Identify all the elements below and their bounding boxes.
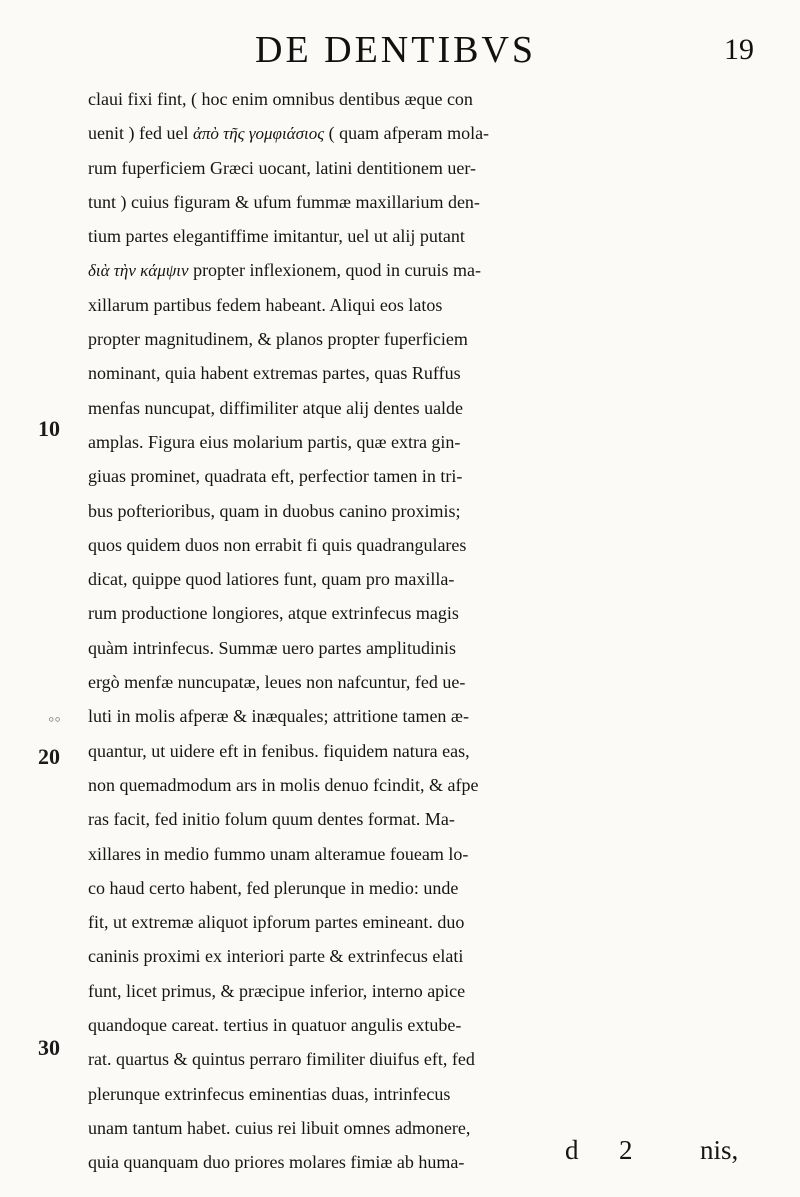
text-line-2 [88, 116, 768, 150]
text-line-15: dicat, quippe quod latiores funt, quam pro maxilla- [88, 569, 455, 590]
body-text [88, 82, 768, 1180]
greek-phrase: διὰ τὴν κάμψιν [88, 261, 189, 281]
text-segment: uenit ) fed uel [88, 123, 193, 144]
text-line-7: xillarum partibus fedem habeant. Aliqui eos latos [88, 294, 443, 315]
text-line-10: menfas nuncupat, diffimiliter atque alij dentes ualde [88, 397, 464, 418]
text-line-1: claui fixi fint, ( hoc enim omnibus dentibus æque con [88, 89, 473, 109]
text-line-30: plerunque extrinfecus eminentias duas, intrinfecus [88, 1083, 451, 1104]
margin-line-number-10: 10 [38, 416, 60, 441]
text-line-17: quàm intrinfecus. Summæ uero partes amplitudinis [88, 637, 456, 658]
text-line-9: nominant, quia habent extremas partes, quas Ruffus [88, 363, 461, 384]
text-line-5: tium partes elegantiffime imitantur, uel ut alij putant [88, 226, 465, 247]
margin-line-number-30: 30 [38, 1035, 60, 1060]
greek-phrase: ἀπὸ τῆς γομφιάσιος [192, 124, 325, 144]
text-line-28: quandoque careat. tertius in quatuor angulis extube- [88, 1015, 462, 1036]
signature-number: 2 [619, 1135, 633, 1165]
text-line-16: rum productione longiores, atque extrinfecus magis [88, 603, 459, 624]
text-line-27: funt, licet primus, & præcipue inferior, interno apice [88, 980, 466, 1001]
running-head: DE DENTIBVS [255, 29, 537, 71]
text-line-14: quos quidem duos non errabit fi quis quadrangulares [88, 534, 467, 555]
text-line-31: unam tantum habet. cuius rei libuit omnes admonere, [88, 1117, 471, 1138]
text-line-13: bus pofterioribus, quam in duobus canino proximis; [88, 500, 461, 521]
text-line-22: ras facit, fed initio folum quum dentes format. Ma- [88, 809, 455, 830]
text-line-23: xillares in medio fummo unam alteramue foueam lo- [88, 843, 469, 864]
text-line-19: luti in molis afperæ & inæquales; attritione tamen æ- [88, 706, 469, 727]
text-line-6 [88, 253, 768, 287]
margin-mark: ◦◦ [48, 709, 61, 729]
text-line-24: co haud certo habent, fed plerunque in medio: unde [88, 877, 459, 898]
text-line-11: amplas. Figura eius molarium partis, quæ extra gin- [88, 431, 461, 452]
text-line-18: ergò menfæ nuncupatæ, leues non nafcuntur, fed ue- [88, 672, 466, 693]
text-line-26: caninis proximi ex interiori parte & extrinfecus elati [88, 946, 464, 967]
text-line-25: fit, ut extremæ aliquot ipforum partes emineant. duo [88, 912, 465, 933]
text-line-21: non quemadmodum ars in molis denuo fcindit, & afpe [88, 774, 479, 795]
text-line-32: quia quanquam duo priores molares fimiæ ab huma- [88, 1152, 465, 1173]
margin-line-number-20: 20 [38, 744, 60, 769]
text-segment: ( quam afperam mola- [324, 123, 490, 144]
text-line-4: tunt ) cuius figuram & ufum fummæ maxillarium den- [88, 191, 480, 212]
text-line-3: rum fuperficiem Græci uocant, latini dentitionem uer- [88, 157, 477, 178]
signature-letter: d [565, 1135, 579, 1165]
page-number: 19 [724, 33, 754, 66]
text-line-8: propter magnitudinem, & planos propter fuperficiem [88, 329, 468, 350]
catchword: nis, [700, 1135, 739, 1165]
text-segment: propter inflexionem, quod in curuis ma- [188, 260, 481, 281]
text-line-12: giuas prominet, quadrata eft, perfectior tamen in tri- [88, 466, 463, 487]
text-line-29: rat. quartus & quintus perraro fimiliter diuifus eft, fed [88, 1049, 475, 1070]
text-line-20: quantur, ut uidere eft in fenibus. fiquidem natura eas, [88, 740, 470, 761]
